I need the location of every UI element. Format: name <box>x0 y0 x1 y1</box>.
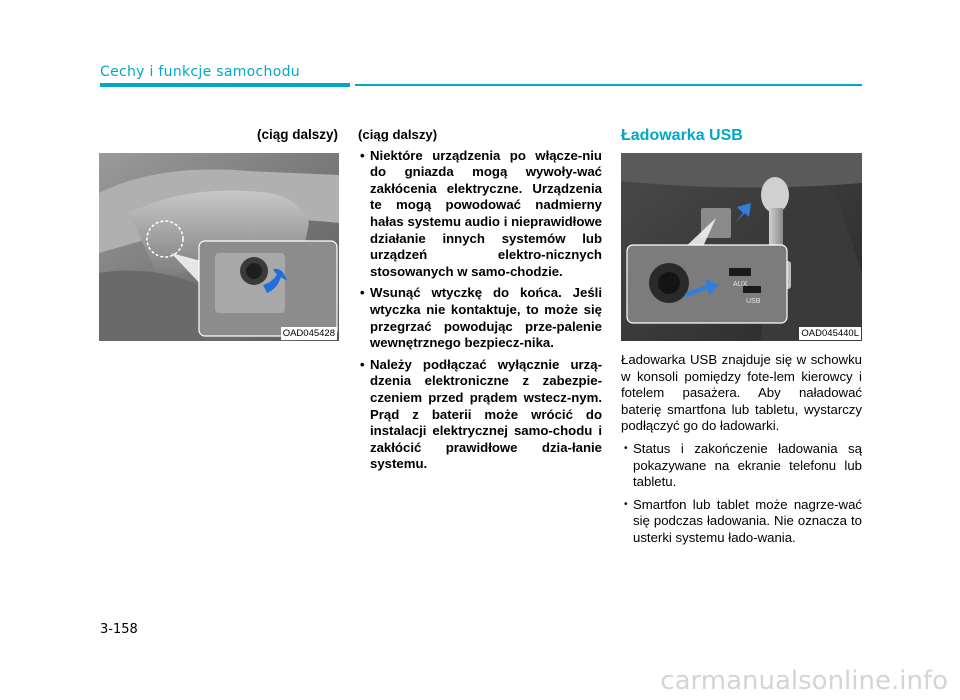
page-number: 3-158 <box>100 622 138 637</box>
armrest-socket-photo <box>99 153 339 341</box>
usb-info-bullet <box>621 441 862 491</box>
left-photo-code: OAD045428 <box>282 328 335 339</box>
caution-bullet-text: Należy podłączać wyłącznie urzą-dzenia elektroniczne z zabezpie-czeniem przed prądem wstecz-nym. Prąd z baterii może wrócić do instalacji elektrycznej samo-chodu i zakłócić prawidłowe dzia-łanie systemu. <box>370 356 602 472</box>
aux-port-label: AUX <box>733 281 748 288</box>
header-rule-thick <box>100 83 350 87</box>
usb-port-label: USB <box>746 298 761 305</box>
caution-bullet <box>358 148 602 281</box>
caution-column <box>358 127 602 478</box>
usb-info-bullet <box>621 497 862 547</box>
usb-charger-photo <box>621 153 862 341</box>
usb-charger-description <box>621 352 862 553</box>
caution-bullet-text: Niektóre urządzenia po włącze-niu do gniazda mogą wywoły-wać zakłócenia elektryczne. Urządzenia te mogą powodować nadmierny hałas systemu audio i nieprawidłowe działanie innych systemów lub urządzeń elektro-nicznych stosowanych w samo-chodzie. <box>370 147 602 279</box>
usb-charger-title: Ładowarka USB <box>621 127 743 144</box>
right-photo-code: OAD045440L <box>801 328 859 339</box>
left-continued-label: (ciąg dalszy) <box>256 127 338 142</box>
caution-bullet <box>358 357 602 473</box>
header-rule-thin <box>355 84 862 86</box>
bullet-dot: • <box>624 498 628 510</box>
usb-info-bullet-text: Smartfon lub tablet może nagrze-wać się podczas ładowania. Nie oznacza to usterki systemu łado-wania. <box>633 496 862 545</box>
bullet-dot: • <box>360 147 365 163</box>
watermark: carmanualsonline.info <box>660 666 948 696</box>
bullet-dot: • <box>360 285 365 301</box>
usb-info-bullet-text: Status i zakończenie ładowania są pokazywane na ekranie telefonu lub tabletu. <box>633 440 862 490</box>
bullet-dot: • <box>360 356 365 372</box>
middle-continued-label: (ciąg dalszy) <box>358 127 438 142</box>
caution-bullet-text: Wsunąć wtyczkę do końca. Jeśli wtyczka nie kontaktuje, to może się przegrzać powodując prze-palenie wewnętrznego bezpiecz-nika. <box>370 285 602 351</box>
bullet-dot: • <box>624 442 628 454</box>
usb-charger-paragraph: Ładowarka USB znajduje się w schowku w konsoli pomiędzy fote-lem kierowcy i fotelem pasażera. Aby naładować baterię smartfona lub tabletu, wystarczy podłączyć go do ładowarki. <box>621 352 862 434</box>
caution-bullet <box>358 285 602 351</box>
section-header-title: Cechy i funkcje samochodu <box>100 64 300 80</box>
